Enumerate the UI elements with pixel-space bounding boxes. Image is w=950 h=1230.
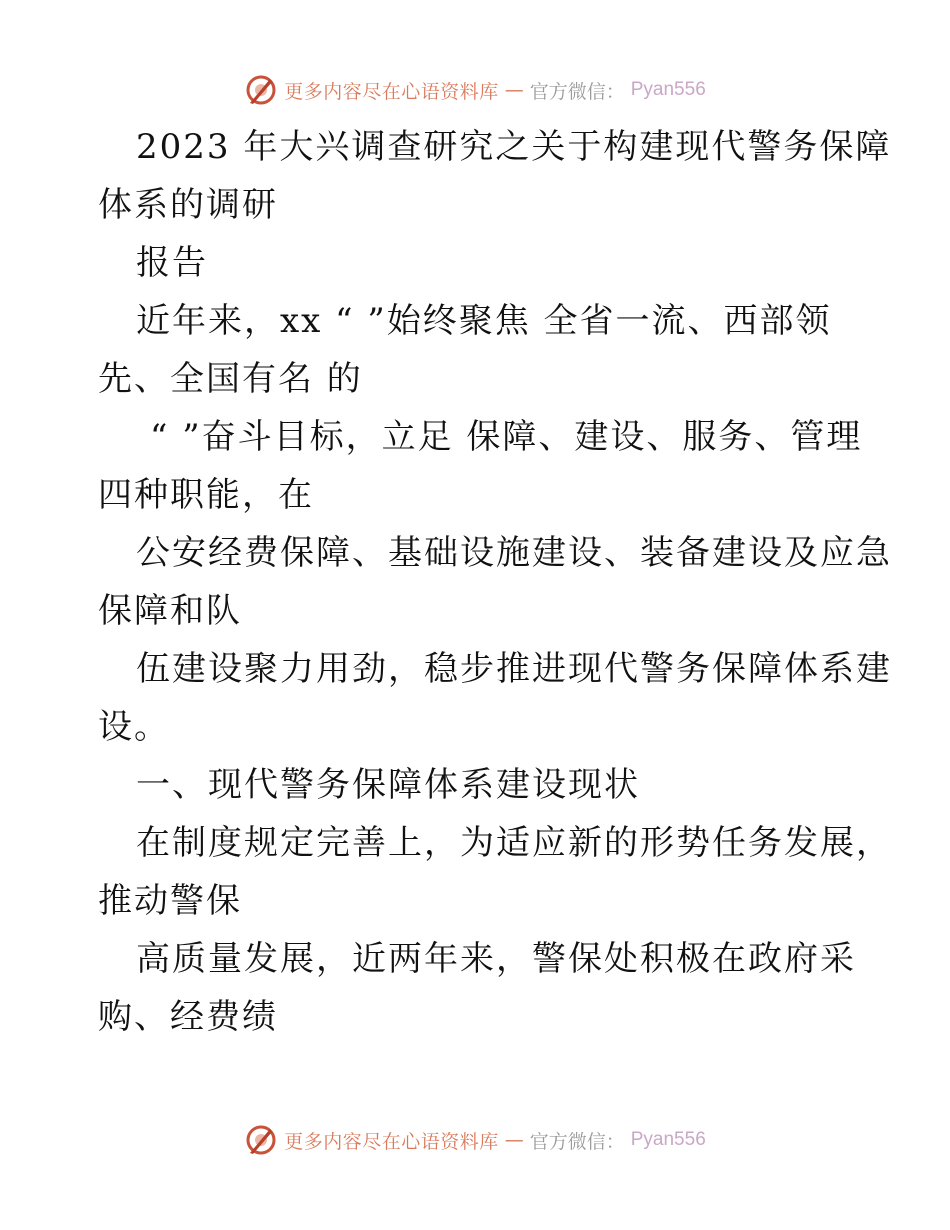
paragraph-line: 高质量发展，近两年来，警保处积极在政府采 <box>136 939 856 979</box>
paragraph-line: 推动警保 <box>98 881 242 921</box>
quill-logo-icon <box>244 73 278 107</box>
paragraph-line: 设。 <box>98 707 170 747</box>
paragraph-line: “ ”奋斗目标，立足 保障、建设、服务、管理 <box>150 417 863 457</box>
paragraph-line: 在制度规定完善上，为适应新的形势任务发展， <box>136 823 892 863</box>
watermark-header <box>0 68 950 112</box>
watermark-text: 更多内容尽在心语资料库 <box>284 1130 499 1153</box>
watermark-separator: — <box>504 1129 524 1151</box>
paragraph-line: 近年来，xx “ ”始终聚焦 全省一流、西部领 <box>136 301 832 341</box>
document-body <box>98 118 892 1046</box>
paragraph-line: 伍建设聚力用劲，稳步推进现代警务保障体系建 <box>136 649 892 689</box>
section-heading: 一、现代警务保障体系建设现状 <box>136 765 640 805</box>
quill-logo-icon <box>244 1123 278 1157</box>
watermark-id: Pyan556 <box>630 79 706 100</box>
paragraph-line: 公安经费保障、基础设施建设、装备建设及应急 <box>136 533 892 573</box>
watermark-separator: — <box>504 79 524 101</box>
paragraph-line: 四种职能，在 <box>98 475 314 515</box>
title-line-1: 2023 年大兴调查研究之关于构建现代警务保障 <box>136 127 892 167</box>
watermark-label: 官方微信： <box>529 80 625 103</box>
paragraph-line: 保障和队 <box>98 591 242 631</box>
watermark-footer <box>0 1118 950 1162</box>
watermark-id: Pyan556 <box>630 1129 706 1150</box>
paragraph-line: 购、经费绩 <box>98 997 278 1037</box>
watermark-text: 更多内容尽在心语资料库 <box>284 80 499 103</box>
watermark-label: 官方微信： <box>529 1130 625 1153</box>
paragraph-line: 先、全国有名 的 <box>98 359 363 399</box>
title-line-2: 体系的调研 <box>98 185 278 225</box>
title-line-3: 报告 <box>136 243 208 283</box>
